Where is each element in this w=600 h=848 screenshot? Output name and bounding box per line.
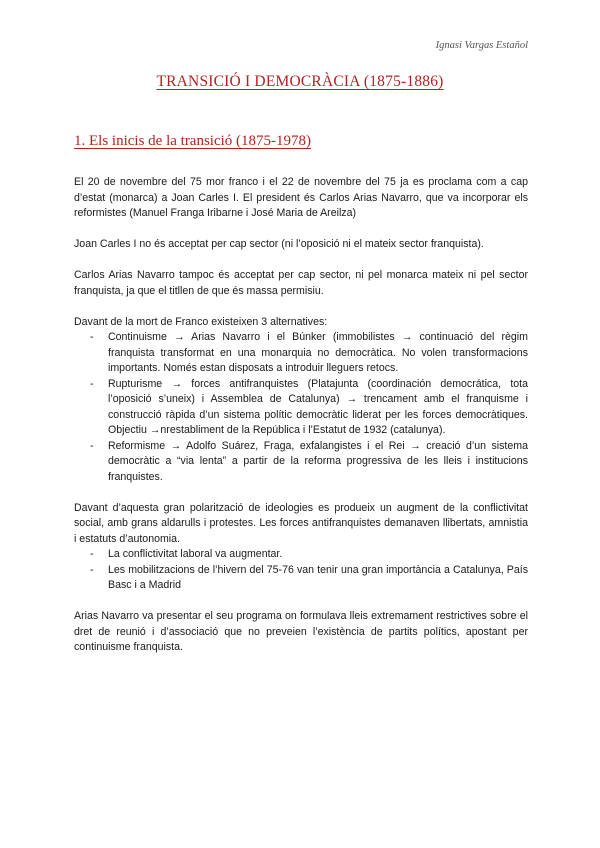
conflict-intro: Davant d’aquesta gran polarització de ideologies es produeix un augment de la conflictivitat social, amb grans aldarulls i protestes. Les forces antifranquistes demanaven llibertats, amnistia i estatuts d’autonomia. [74, 501, 528, 545]
list-item-conflict-1: - La conflictivitat laboral va augmentar. [74, 547, 528, 563]
list-item-continuisme: - Continuisme → Arias Navarro i el Búnker (immobilistes → continuació del règim franquista transformat en una monarquia no democràtica. No volen transformacions importants. Només estan disposats a introduir lleguers retocs. [74, 330, 528, 377]
section-body [74, 175, 528, 671]
document-title: TRANSICIÓ I DEMOCRÀCIA (1875-1886) [156, 73, 444, 90]
alternatives-list [74, 330, 528, 485]
paragraph-1: El 20 de novembre del 75 mor franco i el 22 de novembre del 75 ja es proclama com a cap d’estat (monarca) a Joan Carles I. El president és Carlos Arias Navarro, que va incorporar els reformistes (Manuel Franga Iribarne i José Maria de Areilza) [74, 176, 528, 219]
paragraph-3: Carlos Arias Navarro tampoc és acceptat per cap sector, ni pel monarca mateix ni pel sector franquista, ja que el titllen de que és massa permisiu. [74, 269, 528, 297]
author-name: Ignasi Vargas Estañol [435, 40, 528, 51]
closing-paragraph: Arias Navarro va presentar el seu programa on formulava lleis extremament restrictives sobre el dret de reunió i d’associació que no preveien l’existència de partits polítics, apostant per continuisme franquista. [74, 610, 528, 653]
paragraph-2: Joan Carles I no és acceptat per cap sector (ni l’oposició ni el mateix sector franquista). [74, 238, 484, 250]
alternatives-intro: Davant de la mort de Franco existeixen 3 alternatives: [74, 315, 328, 328]
list-item-conflict-2: - Les mobilitzacions de l’hivern del 75-76 van tenir una gran importància a Catalunya, País Basc i a Madrid [74, 563, 528, 594]
list-item-reformisme: - Reformisme → Adolfo Suárez, Fraga, exfalangistes i el Rei → creació d’un sistema democràtic a “via lenta” a partir de la reforma progressiva de les lleis i institucions franquistes. [74, 439, 528, 486]
list-item-rupturisme: - Rupturisme → forces antifranquistes (Platajunta (coordinación democrática, tota l’oposició s’uneix) i Assemblea de Catalunya) → trencament amb el franquisme i construcció ràpida d’un sistema polític democràtic liderat per les forces democràtiques. Objectiu →nrestabliment de la República i l’Estatut de 1932 (catalunya). [74, 377, 528, 439]
section-heading: 1. Els inicis de la transició (1875-1978) [74, 133, 312, 149]
conflict-list [74, 547, 528, 594]
